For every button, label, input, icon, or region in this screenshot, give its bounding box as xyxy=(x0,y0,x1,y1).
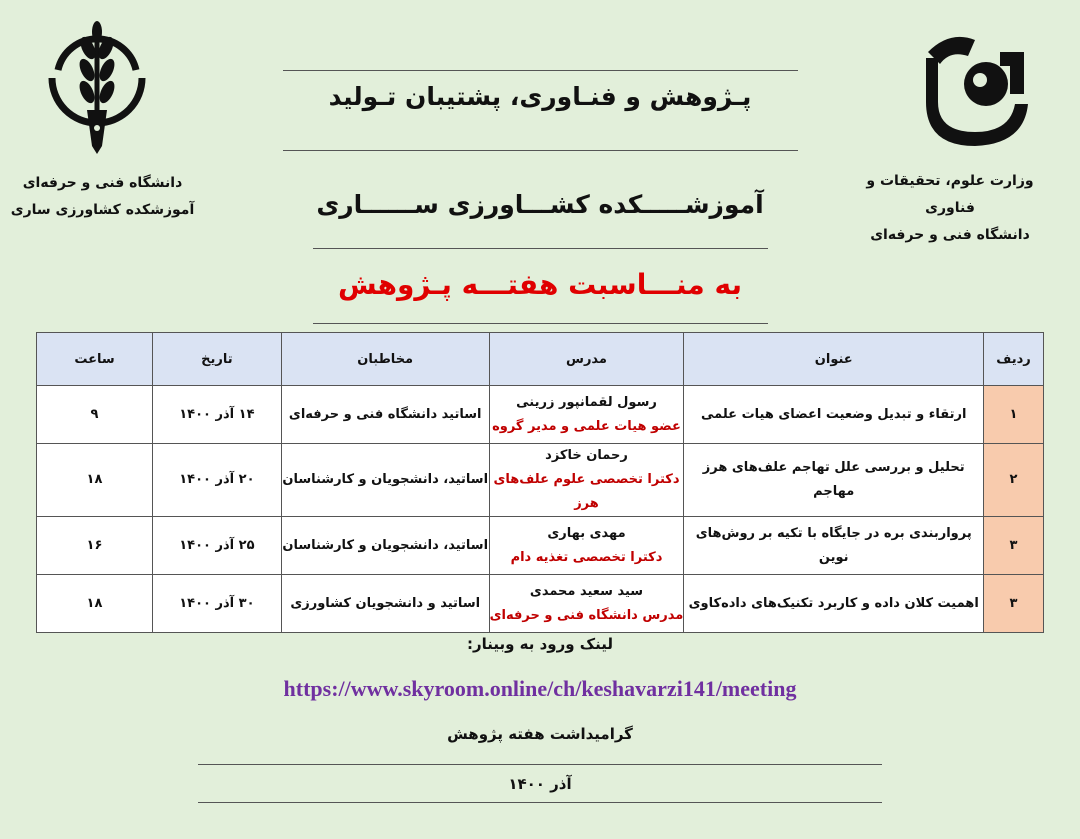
row-number: ۳ xyxy=(984,517,1044,575)
occasion-title: به منـــاسبت هفتـــه پـژوهش xyxy=(338,268,742,301)
row-date: ۳۰ آذر ۱۴۰۰ xyxy=(152,575,281,633)
row-audience: اساتید، دانشجویان و کارشناسان xyxy=(281,444,489,517)
row-teacher xyxy=(489,517,684,575)
teacher-role: مدرس دانشگاه فنی و حرفه‌ای xyxy=(489,607,684,623)
row-audience: اساتید دانشگاه فنی و حرفه‌ای xyxy=(281,386,489,444)
left-logo-line1: دانشگاه فنی و حرفه‌ای xyxy=(22,175,183,191)
webinar-link[interactable]: https://www.skyroom.online/ch/keshavarzi141/meeting xyxy=(283,676,797,701)
celebration-text: گرامیداشت هفته پژوهش xyxy=(447,725,633,743)
table-row xyxy=(37,386,1044,444)
table-row xyxy=(37,444,1044,517)
college-title: آموزشـــــکده کشـــاورزی ســــــاری xyxy=(316,190,764,219)
row-teacher xyxy=(489,575,684,633)
header-row-number: ردیف xyxy=(984,333,1044,386)
left-logo-line2: آموزشکده کشاورزی ساری xyxy=(10,202,195,218)
row-title: ارتقاء و تبدیل وضعیت اعضای هیات علمی xyxy=(684,386,984,444)
divider xyxy=(313,248,768,249)
row-time: ۹ xyxy=(37,386,153,444)
row-time: ۱۸ xyxy=(37,575,153,633)
webinar-schedule-table xyxy=(36,332,1044,633)
table-row xyxy=(37,517,1044,575)
table-header-row xyxy=(37,333,1044,386)
right-logo-line1: وزارت علوم، تحقیقات و فناوری xyxy=(866,173,1034,216)
divider xyxy=(313,323,768,324)
row-date: ۲۵ آذر ۱۴۰۰ xyxy=(152,517,281,575)
teacher-name: سید سعید محمدی xyxy=(529,583,644,599)
slogan-title: پـژوهش و فنـاوری، پشتیبان تـولید xyxy=(328,82,752,111)
university-logo-icon xyxy=(30,18,165,158)
row-title: تحلیل و بررسی علل تهاجم علف‌های هرز مهاجم xyxy=(684,444,984,517)
row-number: ۳ xyxy=(984,575,1044,633)
teacher-name: مهدی بهاری xyxy=(547,525,626,541)
row-date: ۱۴ آذر ۱۴۰۰ xyxy=(152,386,281,444)
teacher-role: دکترا تخصصی تغذیه دام xyxy=(510,549,663,565)
webinar-link-label: لینک ورود به وبینار: xyxy=(466,635,614,653)
teacher-name: رحمان خاکزد xyxy=(545,448,628,463)
row-teacher xyxy=(489,444,684,517)
teacher-name: رسول لقمانپور زرینی xyxy=(516,394,657,410)
row-number: ۱ xyxy=(984,386,1044,444)
row-audience: اساتید و دانشجویان کشاورزی xyxy=(281,575,489,633)
footer-date: آذر ۱۴۰۰ xyxy=(508,775,572,793)
header-title: عنوان xyxy=(684,333,984,386)
header-teacher: مدرس xyxy=(489,333,684,386)
header-time: ساعت xyxy=(37,333,153,386)
university-name xyxy=(5,170,200,224)
divider xyxy=(198,802,882,803)
row-title: اهمیت کلان داده و کاربرد تکنیک‌های داده‌کاوی xyxy=(684,575,984,633)
divider xyxy=(283,70,798,71)
divider xyxy=(198,764,882,765)
row-teacher xyxy=(489,386,684,444)
row-date: ۲۰ آذر ۱۴۰۰ xyxy=(152,444,281,517)
right-logo-line2: دانشگاه فنی و حرفه‌ای xyxy=(870,227,1030,243)
row-time: ۱۶ xyxy=(37,517,153,575)
divider xyxy=(283,150,798,151)
row-time: ۱۸ xyxy=(37,444,153,517)
table-row xyxy=(37,575,1044,633)
teacher-role: دکترا تخصصی علوم علف‌های هرز xyxy=(493,472,680,511)
ministry-logo-icon xyxy=(920,22,1030,150)
row-number: ۲ xyxy=(984,444,1044,517)
row-audience: اساتید، دانشجویان و کارشناسان xyxy=(281,517,489,575)
header-date: تاریخ xyxy=(152,333,281,386)
teacher-role: عضو هیات علمی و مدیر گروه xyxy=(492,418,681,434)
header-audience: مخاطبان xyxy=(281,333,489,386)
row-title: پرواربندی بره در جایگاه با تکیه بر روش‌های نوین xyxy=(684,517,984,575)
